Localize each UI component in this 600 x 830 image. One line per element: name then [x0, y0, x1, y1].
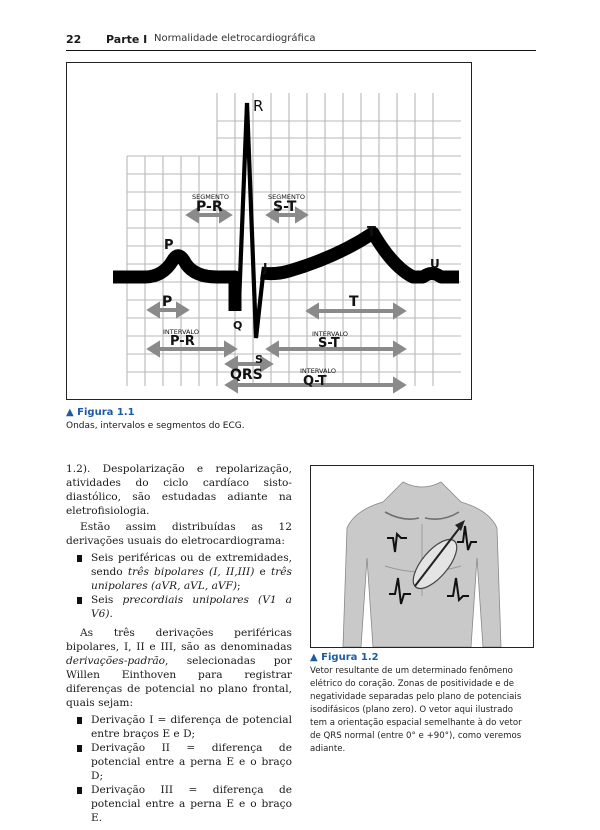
- label-segment-st-small: SEGMENTO: [268, 193, 305, 201]
- lead-groups-list: [66, 551, 292, 621]
- caption-triangle-icon: ▲: [66, 407, 78, 418]
- square-bullet-icon: [77, 787, 82, 794]
- label-t-duration: T: [349, 294, 359, 310]
- label-r: R: [253, 97, 264, 115]
- square-bullet-icon: [77, 597, 82, 604]
- label-p-duration: P: [162, 294, 173, 310]
- label-q: Q: [233, 319, 243, 332]
- figure2-caption: [310, 651, 532, 756]
- caption-triangle-icon: ▲: [310, 652, 322, 663]
- body-text: [66, 462, 292, 830]
- label-segment-st: S-T: [273, 199, 297, 215]
- paragraph-1: 1.2). Despolarização e repolarização, atividades do ciclo cardíaco sisto-diastólico, são estudadas adiante na eletrofisiologia.: [66, 463, 292, 517]
- ecg-figure: [66, 62, 472, 400]
- paragraph-2: Estão assim distribuídas as 12 derivações usuais do eletrocardiograma:: [66, 521, 292, 547]
- label-interval-qt: Q-T: [303, 374, 327, 389]
- figure1-caption-text: Ondas, intervalos e segmentos do ECG.: [66, 421, 245, 431]
- page-header: [66, 32, 536, 51]
- square-bullet-icon: [77, 745, 82, 752]
- label-segment-pr-small: SEGMENTO: [192, 193, 229, 201]
- label-j: J: [263, 261, 268, 275]
- section-title: Normalidade eletrocardiográfica: [154, 33, 316, 44]
- figure2-caption-title: Figura 1.2: [321, 652, 379, 663]
- list-item: Derivação II = diferença de potencial entre a perna E e o braço D;: [66, 741, 292, 783]
- label-interval-qt-small: INTERVALO: [300, 367, 337, 375]
- paragraph-3: As três derivações periféricas bipolares, I, II e III, são as denominadas derivações-padrão, selecionadas por Willen Einthoven para registrar diferenças de potencial no plano frontal, quais sejam:: [66, 627, 292, 709]
- page-number: 22: [66, 33, 82, 46]
- ecg-diagram: [67, 63, 471, 399]
- label-interval-st-small: INTERVALO: [312, 330, 349, 338]
- figure1-caption: [66, 406, 466, 433]
- figure1-caption-title: Figura 1.1: [77, 407, 135, 418]
- label-t-wave: T: [367, 225, 376, 240]
- label-u-wave: U: [430, 257, 440, 271]
- label-segment-pr: P-R: [196, 199, 223, 215]
- list-item: Derivação III = diferença de potencial entre a perna E e o braço E.: [66, 783, 292, 825]
- part-label: Parte I: [106, 33, 148, 46]
- list-item: Derivação I = diferença de potencial entre braços E e D;: [66, 713, 292, 741]
- label-interval-pr: P-R: [170, 334, 195, 349]
- label-p-wave: P: [164, 238, 174, 253]
- heart-vector-figure: [310, 465, 534, 648]
- torso-illustration: [311, 466, 533, 647]
- square-bullet-icon: [77, 555, 82, 562]
- label-interval-st: S-T: [318, 336, 340, 351]
- list-item: Seis precordiais unipolares (V1 a V6).: [66, 593, 292, 621]
- list-item: Seis periféricas ou de extremidades, sendo três bipolares (I, II,III) e três unipolares (aVR, aVL, aVF);: [66, 551, 292, 593]
- square-bullet-icon: [77, 717, 82, 724]
- label-s: S: [255, 353, 263, 366]
- figure2-caption-text: Vetor resultante de um determinado fenômeno elétrico do coração. Zonas de positividade e de negatividade separadas pelo plano de potenciais isodifásicos (plano zero). O vetor aqui ilustrado tem a orientação espacial semelhante à do vetor de QRS normal (entre 0° e +90°), como veremos adiante.: [310, 666, 522, 754]
- label-interval-pr-small: INTERVALO: [163, 328, 200, 336]
- label-qrs: QRS: [230, 367, 263, 383]
- standard-leads-list: [66, 713, 292, 825]
